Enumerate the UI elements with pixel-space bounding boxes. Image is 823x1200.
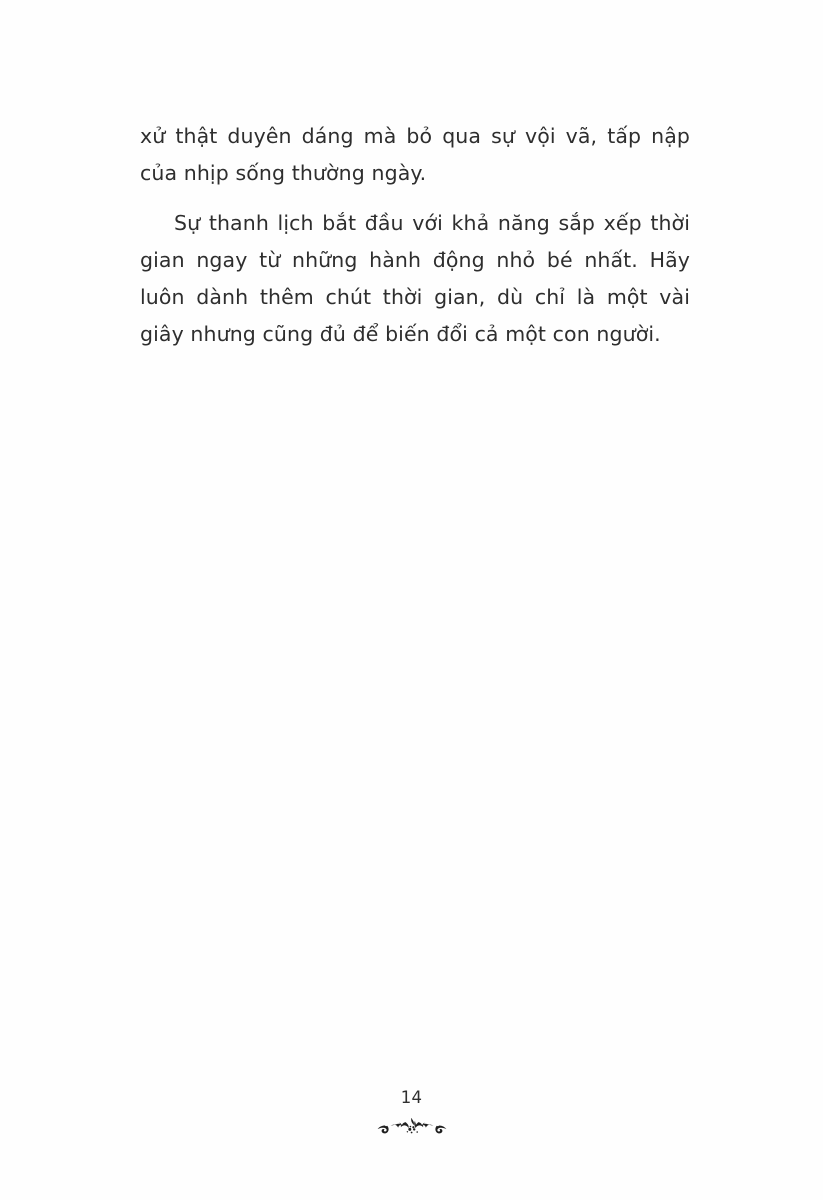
body-text-block	[140, 118, 690, 353]
paragraph: Sự thanh lịch bắt đầu với khả năng sắp xếp thời gian ngay từ những hành động nhỏ bé nhất. Hãy luôn dành thêm chút thời gian, dù chỉ là một vài giây nhưng cũng đủ để biến đổi cả một con người.	[140, 211, 690, 346]
floral-divider-ornament	[0, 1112, 823, 1138]
paragraph: xử thật duyên dáng mà bỏ qua sự vội vã, tấp nập của nhịp sống thường ngày.	[140, 124, 690, 185]
page-footer	[0, 1088, 823, 1138]
page-number: 14	[400, 1088, 423, 1107]
